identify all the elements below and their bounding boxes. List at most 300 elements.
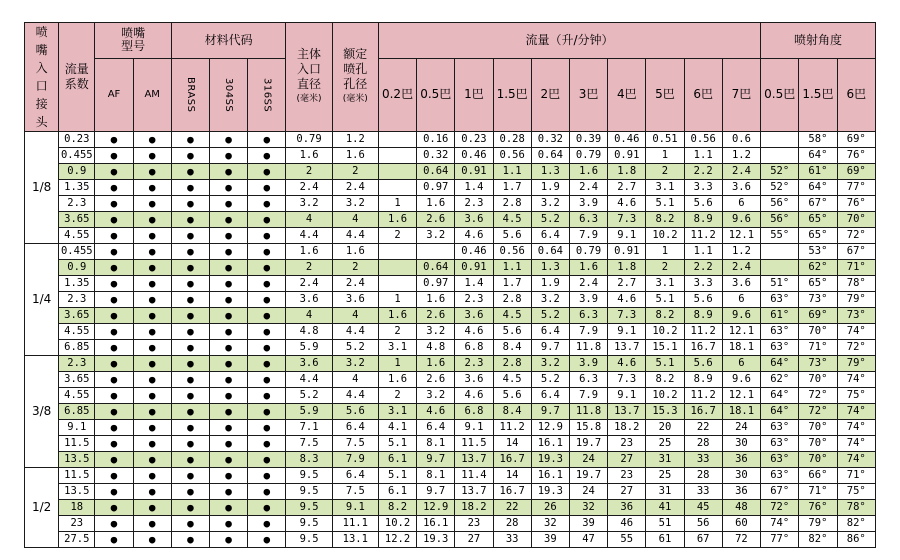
inlet-diameter: 4.4 (286, 372, 332, 388)
flow-value: 19.3 (531, 452, 569, 468)
flow-value: 0.79 (569, 244, 607, 260)
flow-value: 24 (722, 420, 760, 436)
availability-dot: ● (210, 340, 248, 356)
availability-dot: ● (171, 404, 209, 420)
table-row (25, 468, 876, 484)
availability-dot: ● (95, 532, 133, 548)
availability-dot: ● (210, 324, 248, 340)
table-row (25, 244, 876, 260)
flow-value: 2 (646, 260, 684, 276)
flow-value: 4.6 (417, 404, 455, 420)
flow-value: 3.1 (646, 276, 684, 292)
flow-value: 56 (684, 516, 722, 532)
availability-dot: ● (171, 180, 209, 196)
availability-dot: ● (133, 164, 171, 180)
flow-value: 25 (646, 436, 684, 452)
flow-value: 1 (378, 292, 416, 308)
header-angle-pressure-1: 1.5巴 (799, 58, 837, 131)
flow-value: 7.3 (608, 212, 646, 228)
flow-value: 0.64 (417, 164, 455, 180)
flow-value: 11.2 (684, 228, 722, 244)
availability-dot: ● (248, 180, 286, 196)
availability-dot: ● (95, 452, 133, 468)
availability-dot: ● (95, 292, 133, 308)
flow-value: 0.23 (455, 132, 493, 148)
availability-dot: ● (210, 244, 248, 260)
availability-dot: ● (171, 388, 209, 404)
availability-dot: ● (171, 484, 209, 500)
header-orifice-unit: (毫米) (342, 94, 368, 104)
flow-value: 20 (646, 420, 684, 436)
orifice-diameter: 4.4 (332, 388, 378, 404)
inlet-diameter: 2 (286, 164, 332, 180)
availability-dot: ● (171, 532, 209, 548)
flow-value: 16.7 (684, 404, 722, 420)
availability-dot: ● (248, 372, 286, 388)
table-row (25, 196, 876, 212)
spray-angle: 74° (761, 516, 799, 532)
availability-dot: ● (133, 468, 171, 484)
header-pressure-8: 6巴 (684, 58, 722, 131)
availability-dot: ● (95, 164, 133, 180)
flow-value: 0.91 (608, 244, 646, 260)
availability-dot: ● (171, 372, 209, 388)
availability-dot: ● (248, 516, 286, 532)
flow-value: 0.46 (608, 132, 646, 148)
spray-angle: 53° (799, 244, 837, 260)
flow-value: 6.3 (569, 372, 607, 388)
spray-angle: 79° (837, 356, 875, 372)
orifice-diameter: 7.5 (332, 484, 378, 500)
flow-coefficient: 2.3 (59, 196, 95, 212)
flow-value: 1.9 (531, 180, 569, 196)
flow-value: 27 (608, 452, 646, 468)
availability-dot: ● (210, 420, 248, 436)
flow-value: 60 (722, 516, 760, 532)
spray-angle: 75° (837, 484, 875, 500)
flow-value: 12.2 (378, 532, 416, 548)
spray-angle: 75° (837, 388, 875, 404)
spray-angle: 64° (761, 356, 799, 372)
availability-dot: ● (210, 276, 248, 292)
orifice-diameter: 13.1 (332, 532, 378, 548)
header-type-0: AF (95, 58, 133, 131)
header-pressure-3: 1.5巴 (493, 58, 531, 131)
flow-value: 0.56 (493, 244, 531, 260)
availability-dot: ● (133, 132, 171, 148)
spray-angle: 73° (799, 356, 837, 372)
inlet-diameter: 7.1 (286, 420, 332, 436)
flow-value: 12.1 (722, 324, 760, 340)
header-inlet-unit: (毫米) (296, 94, 322, 104)
flow-value (417, 244, 455, 260)
conn-size: 3/8 (25, 356, 59, 468)
availability-dot: ● (248, 132, 286, 148)
spray-angle: 78° (837, 500, 875, 516)
flow-value: 3.2 (417, 324, 455, 340)
availability-dot: ● (95, 500, 133, 516)
flow-coefficient: 2.3 (59, 356, 95, 372)
spray-angle: 82° (799, 532, 837, 548)
table-row (25, 164, 876, 180)
flow-value: 6 (722, 196, 760, 212)
flow-value: 13.7 (608, 404, 646, 420)
availability-dot: ● (133, 500, 171, 516)
availability-dot: ● (210, 260, 248, 276)
spray-angle: 63° (761, 324, 799, 340)
header-pressure-2: 1巴 (455, 58, 493, 131)
flow-coefficient: 18 (59, 500, 95, 516)
flow-value: 33 (684, 452, 722, 468)
flow-value: 61 (646, 532, 684, 548)
flow-value: 28 (493, 516, 531, 532)
flow-value: 5.6 (493, 388, 531, 404)
flow-value: 10.2 (646, 228, 684, 244)
flow-value: 2 (646, 164, 684, 180)
flow-value: 3.6 (722, 180, 760, 196)
header-pressure-9: 7巴 (722, 58, 760, 131)
availability-dot: ● (248, 404, 286, 420)
availability-dot: ● (133, 356, 171, 372)
availability-dot: ● (210, 228, 248, 244)
spray-angle: 67° (799, 196, 837, 212)
flow-value: 18.1 (722, 404, 760, 420)
flow-value: 12.1 (722, 228, 760, 244)
flow-value: 1.2 (722, 148, 760, 164)
availability-dot: ● (171, 436, 209, 452)
flow-value: 5.1 (646, 196, 684, 212)
flow-value: 3.1 (646, 180, 684, 196)
table-row (25, 532, 876, 548)
flow-value: 31 (646, 484, 684, 500)
flow-value: 11.2 (684, 324, 722, 340)
flow-value: 3.2 (531, 356, 569, 372)
availability-dot: ● (95, 148, 133, 164)
flow-coefficient: 11.5 (59, 468, 95, 484)
flow-value: 25 (646, 468, 684, 484)
header-inlet (286, 23, 332, 132)
spray-angle: 74° (837, 420, 875, 436)
flow-value: 27 (608, 484, 646, 500)
availability-dot: ● (133, 452, 171, 468)
spray-angle: 73° (799, 292, 837, 308)
flow-value: 2 (378, 388, 416, 404)
spray-angle: 70° (837, 212, 875, 228)
flow-value: 8.1 (417, 436, 455, 452)
spray-angle: 58° (799, 132, 837, 148)
orifice-diameter: 9.1 (332, 500, 378, 516)
flow-value: 4.6 (455, 324, 493, 340)
flow-value: 3.2 (531, 196, 569, 212)
flow-coefficient: 6.85 (59, 404, 95, 420)
flow-value: 4.6 (455, 388, 493, 404)
spray-angle: 74° (837, 324, 875, 340)
flow-value: 46 (608, 516, 646, 532)
availability-dot: ● (133, 228, 171, 244)
table-row (25, 148, 876, 164)
conn-size: 1/8 (25, 132, 59, 244)
spray-angle: 56° (761, 212, 799, 228)
availability-dot: ● (210, 484, 248, 500)
spray-angle: 61° (761, 308, 799, 324)
availability-dot: ● (133, 340, 171, 356)
spray-angle: 63° (761, 452, 799, 468)
table-header (25, 23, 876, 132)
header-pressure-0: 0.2巴 (378, 58, 416, 131)
flow-coefficient: 0.9 (59, 164, 95, 180)
availability-dot: ● (133, 388, 171, 404)
flow-value: 1.6 (417, 356, 455, 372)
flow-value: 5.6 (493, 228, 531, 244)
flow-value: 33 (684, 484, 722, 500)
table-row (25, 212, 876, 228)
availability-dot: ● (133, 260, 171, 276)
header-k (59, 23, 95, 132)
flow-value: 55 (608, 532, 646, 548)
availability-dot: ● (171, 228, 209, 244)
orifice-diameter: 1.6 (332, 244, 378, 260)
availability-dot: ● (210, 292, 248, 308)
flow-value: 3.6 (722, 276, 760, 292)
flow-value: 2.4 (569, 276, 607, 292)
flow-value: 5.1 (646, 356, 684, 372)
flow-value: 11.2 (493, 420, 531, 436)
flow-value: 3.3 (684, 180, 722, 196)
availability-dot: ● (248, 148, 286, 164)
orifice-diameter: 3.2 (332, 196, 378, 212)
availability-dot: ● (133, 436, 171, 452)
availability-dot: ● (171, 260, 209, 276)
spray-angle: 66° (799, 468, 837, 484)
availability-dot: ● (171, 500, 209, 516)
inlet-diameter: 4.8 (286, 324, 332, 340)
flow-value: 0.97 (417, 276, 455, 292)
spray-angle: 72° (837, 340, 875, 356)
availability-dot: ● (95, 372, 133, 388)
flow-value: 19.3 (531, 484, 569, 500)
flow-value: 0.51 (646, 132, 684, 148)
flow-value: 13.7 (608, 340, 646, 356)
flow-value: 1.1 (493, 260, 531, 276)
availability-dot: ● (171, 468, 209, 484)
flow-value: 3.1 (378, 340, 416, 356)
table-row (25, 292, 876, 308)
flow-value: 1.6 (417, 196, 455, 212)
spray-angle: 52° (761, 180, 799, 196)
flow-value: 6.4 (417, 420, 455, 436)
flow-value: 9.1 (608, 388, 646, 404)
table-row (25, 484, 876, 500)
flow-coefficient: 3.65 (59, 212, 95, 228)
header-material-2: 316SS (248, 58, 286, 131)
flow-value: 3.2 (531, 292, 569, 308)
flow-value: 8.2 (646, 212, 684, 228)
flow-value: 2.7 (608, 180, 646, 196)
flow-coefficient: 3.65 (59, 308, 95, 324)
flow-value: 4.5 (493, 212, 531, 228)
spray-angle (761, 244, 799, 260)
availability-dot: ● (248, 260, 286, 276)
header-material-1: 304SS (210, 58, 248, 131)
flow-value: 3.6 (455, 212, 493, 228)
flow-value: 9.1 (608, 228, 646, 244)
flow-value: 0.91 (608, 148, 646, 164)
orifice-diameter: 5.6 (332, 404, 378, 420)
flow-value: 32 (569, 500, 607, 516)
flow-value: 1.6 (378, 212, 416, 228)
flow-value: 39 (569, 516, 607, 532)
availability-dot: ● (171, 340, 209, 356)
flow-value: 3.3 (684, 276, 722, 292)
flow-value: 23 (608, 468, 646, 484)
availability-dot: ● (95, 212, 133, 228)
flow-value: 5.6 (493, 324, 531, 340)
orifice-diameter: 11.1 (332, 516, 378, 532)
flow-value: 28 (684, 436, 722, 452)
availability-dot: ● (210, 148, 248, 164)
flow-value: 6.4 (531, 324, 569, 340)
flow-value: 13.7 (455, 452, 493, 468)
spray-angle: 71° (837, 468, 875, 484)
header-conn (25, 23, 59, 132)
flow-value: 22 (684, 420, 722, 436)
flow-value (378, 132, 416, 148)
flow-value: 36 (608, 500, 646, 516)
flow-value: 9.1 (608, 324, 646, 340)
flow-value: 6 (722, 292, 760, 308)
flow-value: 18.2 (608, 420, 646, 436)
flow-value: 1.3 (531, 164, 569, 180)
flow-value: 0.39 (569, 132, 607, 148)
flow-value: 5.6 (684, 356, 722, 372)
flow-value: 41 (646, 500, 684, 516)
flow-value: 1.8 (608, 164, 646, 180)
flow-value: 5.2 (531, 372, 569, 388)
flow-value: 72 (722, 532, 760, 548)
availability-dot: ● (210, 356, 248, 372)
availability-dot: ● (248, 420, 286, 436)
spray-angle: 69° (837, 132, 875, 148)
availability-dot: ● (171, 164, 209, 180)
flow-value: 5.1 (378, 436, 416, 452)
orifice-diameter: 5.2 (332, 340, 378, 356)
flow-value: 11.5 (455, 436, 493, 452)
flow-value: 67 (684, 532, 722, 548)
availability-dot: ● (95, 468, 133, 484)
flow-value: 5.1 (646, 292, 684, 308)
flow-value: 19.7 (569, 468, 607, 484)
flow-value: 1 (646, 148, 684, 164)
flow-value: 14 (493, 436, 531, 452)
flow-value: 1.6 (378, 308, 416, 324)
inlet-diameter: 5.9 (286, 404, 332, 420)
flow-value: 5.2 (531, 308, 569, 324)
flow-value: 2.6 (417, 308, 455, 324)
spray-angle: 70° (799, 436, 837, 452)
flow-value: 1.4 (455, 276, 493, 292)
availability-dot: ● (210, 164, 248, 180)
spray-angle: 63° (761, 420, 799, 436)
flow-value: 47 (569, 532, 607, 548)
flow-value: 3.6 (455, 308, 493, 324)
spray-angle: 51° (761, 276, 799, 292)
flow-value: 1.1 (493, 164, 531, 180)
flow-coefficient: 3.65 (59, 372, 95, 388)
availability-dot: ● (248, 436, 286, 452)
flow-value: 12.9 (417, 500, 455, 516)
availability-dot: ● (210, 388, 248, 404)
flow-value: 4.6 (455, 228, 493, 244)
flow-value: 6.1 (378, 484, 416, 500)
spray-angle: 55° (761, 228, 799, 244)
availability-dot: ● (248, 468, 286, 484)
flow-value: 7.9 (569, 324, 607, 340)
availability-dot: ● (248, 484, 286, 500)
header-pressure-4: 2巴 (531, 58, 569, 131)
inlet-diameter: 2.4 (286, 180, 332, 196)
inlet-diameter: 9.5 (286, 484, 332, 500)
flow-value: 8.2 (646, 372, 684, 388)
availability-dot: ● (210, 132, 248, 148)
table-row (25, 372, 876, 388)
availability-dot: ● (133, 276, 171, 292)
table-row (25, 228, 876, 244)
availability-dot: ● (171, 420, 209, 436)
spray-angle: 72° (837, 228, 875, 244)
spray-angle: 71° (837, 260, 875, 276)
spray-angle: 65° (799, 212, 837, 228)
flow-value: 7.9 (569, 388, 607, 404)
orifice-diameter: 1.2 (332, 132, 378, 148)
inlet-diameter: 8.3 (286, 452, 332, 468)
availability-dot: ● (95, 436, 133, 452)
flow-value: 16.7 (493, 484, 531, 500)
inlet-diameter: 3.2 (286, 196, 332, 212)
flow-value: 0.32 (417, 148, 455, 164)
flow-coefficient: 1.35 (59, 180, 95, 196)
orifice-diameter: 1.6 (332, 148, 378, 164)
flow-value: 24 (569, 452, 607, 468)
flow-value: 0.28 (493, 132, 531, 148)
availability-dot: ● (95, 132, 133, 148)
flow-value: 3.2 (417, 228, 455, 244)
flow-value: 8.9 (684, 212, 722, 228)
availability-dot: ● (248, 228, 286, 244)
availability-dot: ● (248, 388, 286, 404)
availability-dot: ● (210, 404, 248, 420)
spray-angle: 69° (799, 308, 837, 324)
flow-value: 2.8 (493, 196, 531, 212)
orifice-diameter: 4 (332, 308, 378, 324)
table-row (25, 388, 876, 404)
table-row (25, 324, 876, 340)
flow-value: 9.6 (722, 372, 760, 388)
availability-dot: ● (95, 308, 133, 324)
flow-value: 45 (684, 500, 722, 516)
flow-value: 9.6 (722, 212, 760, 228)
flow-value: 7.3 (608, 308, 646, 324)
availability-dot: ● (95, 260, 133, 276)
flow-value: 0.64 (531, 148, 569, 164)
flow-value: 8.4 (493, 404, 531, 420)
flow-value: 39 (531, 532, 569, 548)
orifice-diameter: 4.4 (332, 228, 378, 244)
orifice-diameter: 2 (332, 260, 378, 276)
availability-dot: ● (171, 196, 209, 212)
availability-dot: ● (133, 420, 171, 436)
availability-dot: ● (171, 148, 209, 164)
availability-dot: ● (210, 500, 248, 516)
